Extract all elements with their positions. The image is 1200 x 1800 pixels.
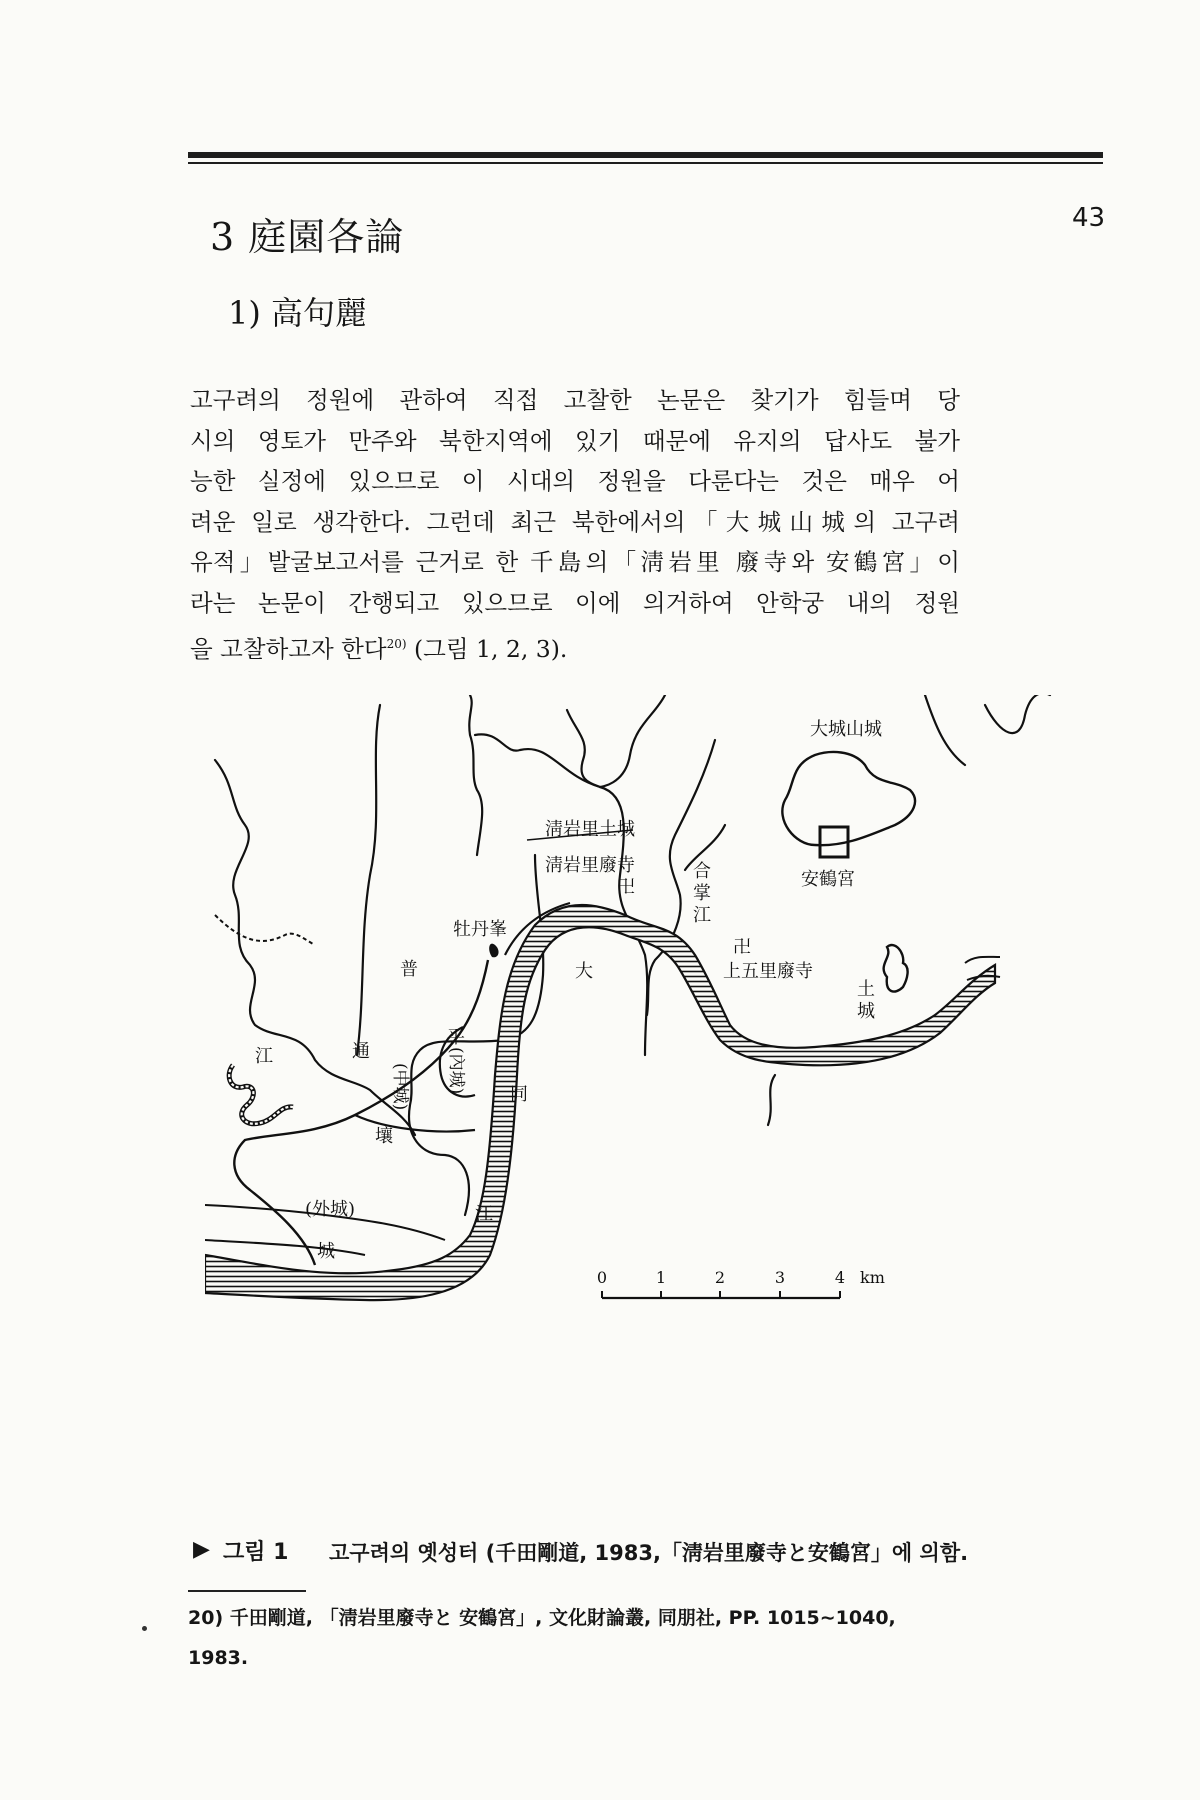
tributary-rivers xyxy=(215,695,1050,1215)
coast-bank xyxy=(215,915,315,945)
page-number: 43 xyxy=(1072,203,1106,233)
label-pyeongyang-1: 平 xyxy=(447,1027,465,1048)
scale-tick-label: 0 xyxy=(596,1268,608,1287)
label-toseong-2: 城 xyxy=(857,1001,875,1022)
label-cheongamri-toseong: 淸岩里土城 xyxy=(545,819,635,840)
map-figure xyxy=(205,695,1155,1535)
scale-bar xyxy=(597,1268,885,1298)
figure-ref: (그림 1, 2, 3). xyxy=(406,634,568,663)
label-moranbong: 牡丹峯 xyxy=(453,919,507,940)
scale-tick-label: 1 xyxy=(655,1268,667,1287)
label-pyeongyang-2: 壤 xyxy=(375,1126,393,1147)
scale-tick-label: 3 xyxy=(774,1268,786,1287)
body-line: 라는 논문이 간행되고 있으므로 이에 의거하여 안학궁 내의 정원 xyxy=(190,588,960,617)
label-daeseongsanseong: 大城山城 xyxy=(810,719,882,740)
temple-symbol-sangori: 卍 xyxy=(733,937,751,958)
label-hapjang-1: 合 xyxy=(693,861,711,882)
section-heading: 3 庭園各論 xyxy=(210,215,405,259)
caption-text: 고구려의 옛성터 (千田剛道, 1983,「淸岩里廢寺と安鶴宮」에 의함. xyxy=(329,1541,969,1565)
label-sangori-temple: 上五里廢寺 xyxy=(723,961,813,982)
city-inner-wall xyxy=(355,1115,475,1132)
label-oeseong: (外城) xyxy=(305,1199,356,1220)
caption-label: 그림 1 xyxy=(223,1540,289,1565)
label-botong-2: 通 xyxy=(352,1041,370,1062)
body-line: 유적」발굴보고서를 근거로 한 千島의「淸岩里 廢寺와 安鶴宮」이 xyxy=(190,548,960,577)
subheading: 1) 高句麗 xyxy=(228,294,368,332)
body-line-text: 을 고찰하고자 한다 xyxy=(190,634,387,663)
temple-symbol-cheongamri: 卍 xyxy=(617,877,635,898)
scale-unit: km xyxy=(860,1268,885,1287)
label-anhakgung: 安鶴宮 xyxy=(801,869,855,890)
body-paragraph xyxy=(190,380,960,664)
label-daedong-3: 江 xyxy=(475,1204,493,1225)
label-daedong-1: 大 xyxy=(575,961,593,982)
scale-tick-label: 2 xyxy=(714,1268,726,1287)
label-naeseong: (內城) xyxy=(446,1047,466,1095)
footnote xyxy=(188,1598,896,1678)
label-hapjang-2: 掌 xyxy=(693,883,711,904)
footnote-line: 1983. xyxy=(188,1647,249,1669)
body-line-last xyxy=(190,624,960,665)
caption-arrow-icon: ▶ xyxy=(193,1537,210,1562)
label-cheongamri-temple: 淸岩里廢寺 xyxy=(545,855,635,876)
moranbong-mark xyxy=(489,944,498,958)
top-rule-thick xyxy=(188,152,1103,158)
label-botong-3: 江 xyxy=(255,1046,273,1067)
body-line: 능한 실정에 있으므로 이 시대의 정원을 다룬다는 것은 매우 어 xyxy=(190,467,960,496)
river-meander-outline xyxy=(229,1065,293,1124)
footnote-line: 20) 千田剛道, 「淸岩里廢寺と 安鶴宮」, 文化財論叢, 同朋社, PP. 1015∼1040, xyxy=(188,1607,896,1629)
label-pyeongyang-3: 城 xyxy=(317,1241,335,1262)
label-daedong-2: 同 xyxy=(510,1084,528,1105)
eastern-earthen-fort xyxy=(884,945,908,992)
stray-mark xyxy=(142,1626,147,1631)
label-botong-1: 普 xyxy=(400,959,418,980)
body-line: 시의 영토가 만주와 북한지역에 있기 때문에 유지의 답사도 불가 xyxy=(190,426,960,455)
river-meander-fill xyxy=(229,1065,293,1124)
label-jungseong: (中城) xyxy=(390,1063,410,1111)
body-line: 려운 일로 생각한다. 그런데 최근 북한에서의「大城山城의 고구려 xyxy=(190,507,960,536)
label-toseong-1: 土 xyxy=(857,979,875,1000)
scale-tick-label: 4 xyxy=(834,1268,846,1287)
footnote-rule xyxy=(188,1590,306,1592)
body-line: 고구려의 정원에 관하여 직접 고찰한 논문은 찾기가 힘들며 당 xyxy=(190,386,960,414)
footnote-ref: 20) xyxy=(386,636,407,651)
top-rule-thin xyxy=(188,162,1103,164)
label-hapjang-3: 江 xyxy=(693,905,711,926)
